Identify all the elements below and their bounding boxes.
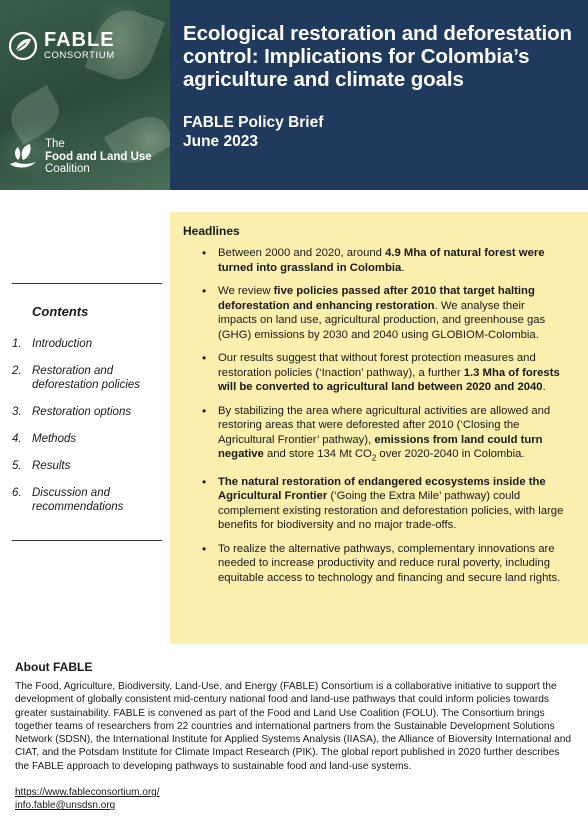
contents-top-rule xyxy=(12,283,162,284)
fable-logo xyxy=(8,30,115,61)
flu-hand-leaf-icon xyxy=(6,140,40,174)
toc-item-methods[interactable]: 4. Methods xyxy=(12,433,77,445)
headlines-title: Headlines xyxy=(183,224,240,238)
header xyxy=(0,0,588,190)
headline-bullet: • We review five policies passed after 2010 that target halting deforestation and enhancing restoration. We analyse their impacts on land use, agricultural production, and greenhouse gas (GHG) emissions by 2030 and 2040 using GLOBIOM-Colombia. xyxy=(183,284,564,342)
contents-list xyxy=(12,337,162,514)
toc-item-label: Introduction xyxy=(32,338,93,350)
toc-item-label: Restoration options xyxy=(32,406,132,418)
brief-date: June 2023 xyxy=(183,133,258,150)
toc-item-policies[interactable]: 2. Restoration and deforestation policies xyxy=(12,364,162,392)
flu-line-2: Food and Land Use xyxy=(45,150,152,163)
flu-logo xyxy=(6,138,152,176)
flu-line-3: Coalition xyxy=(45,163,90,175)
toc-item-introduction[interactable]: 1. Introduction xyxy=(12,338,93,350)
headlines-list xyxy=(183,246,564,585)
about-section xyxy=(15,660,575,812)
contents-title: Contents xyxy=(32,304,89,319)
title-panel xyxy=(170,0,588,190)
headline-bullet: • By stabilizing the area where agricultural activities are allowed and restoring areas that were deforested after 2010 (‘Closing the Agricultural Frontier’ pathway), emissions from land could turn negative and store 134 Mt $CO_2$ over 2020-2040 in Colombia. xyxy=(183,404,564,466)
headline-bullet: • Our results suggest that without forest protection measures and restoration policies (‘Inaction’ pathway), a further 1.3 Mha of forests will be converted to agricultural land between 2020 and 2040. xyxy=(183,351,564,395)
toc-item-label: Results xyxy=(32,460,71,472)
brief-type: FABLE Policy Brief xyxy=(183,114,324,131)
toc-item-label: Restoration and deforestation policies xyxy=(32,365,141,391)
toc-item-label: Discussion and recommendations xyxy=(32,487,124,513)
cover-photo xyxy=(0,0,170,190)
page-title: Ecological restoration and deforestation control: Implications for Colombia’s agriculture and climate goals xyxy=(183,22,572,91)
toc-item-label: Methods xyxy=(32,433,77,445)
email-link[interactable]: info.fable@unsdsn.org xyxy=(15,800,116,812)
headline-bullet: • The natural restoration of endangered ecosystems inside the Agricultural Frontier (‘Going the Extra Mile’ pathway) could complement existing restoration and deforestation policies, with large benefits for biodiversity and no major trade-offs. xyxy=(183,475,564,533)
website-link[interactable]: https://www.fableconsortium.org/ xyxy=(15,787,160,799)
about-title: About FABLE xyxy=(15,660,93,674)
headlines-box xyxy=(170,212,588,644)
about-body: The Food, Agriculture, Biodiversity, Land-Use, and Energy (FABLE) Consortium is a collaborative initiative to support the development of globally consistent mid-century national food and land-use pathways that could inform policies towards greater sustainability. FABLE is convened as part of the Food and Land Use Coalition (FOLU). The Consortium brings together teams of researchers from 22 countries and international partners from the Sustainable Development Solutions Network (SDSN), the International Institute for Applied Systems Analysis (IIASA), the Alliance of Bioversity International and CIAT, and the Potsdam Institute for Climate Impact Research (PIK). The global report published in 2020 further describes the FABLE approach to developing pathways to sustainable food and land-use systems. xyxy=(15,681,572,772)
headline-bullet: • To realize the alternative pathways, complementary innovations are needed to increase productivity and reduce rural poverty, including equitable access to technology and financing and secure land rights. xyxy=(183,542,564,586)
fable-leaf-icon xyxy=(8,31,38,61)
toc-item-results[interactable]: 5. Results xyxy=(12,460,71,472)
table-of-contents xyxy=(12,283,162,527)
flu-line-1: The xyxy=(45,138,65,150)
contents-bottom-rule xyxy=(12,540,162,541)
toc-item-discussion[interactable]: 6. Discussion and recommendations xyxy=(12,486,162,514)
headline-bullet: • Between 2000 and 2020, around 4.9 Mha of natural forest were turned into grassland in Colombia. xyxy=(183,246,564,275)
toc-item-restoration-options[interactable]: 3. Restoration options xyxy=(12,406,132,418)
fable-logo-word: FABLE xyxy=(44,29,115,51)
fable-logo-sub: CONSORTIUM xyxy=(44,50,115,61)
